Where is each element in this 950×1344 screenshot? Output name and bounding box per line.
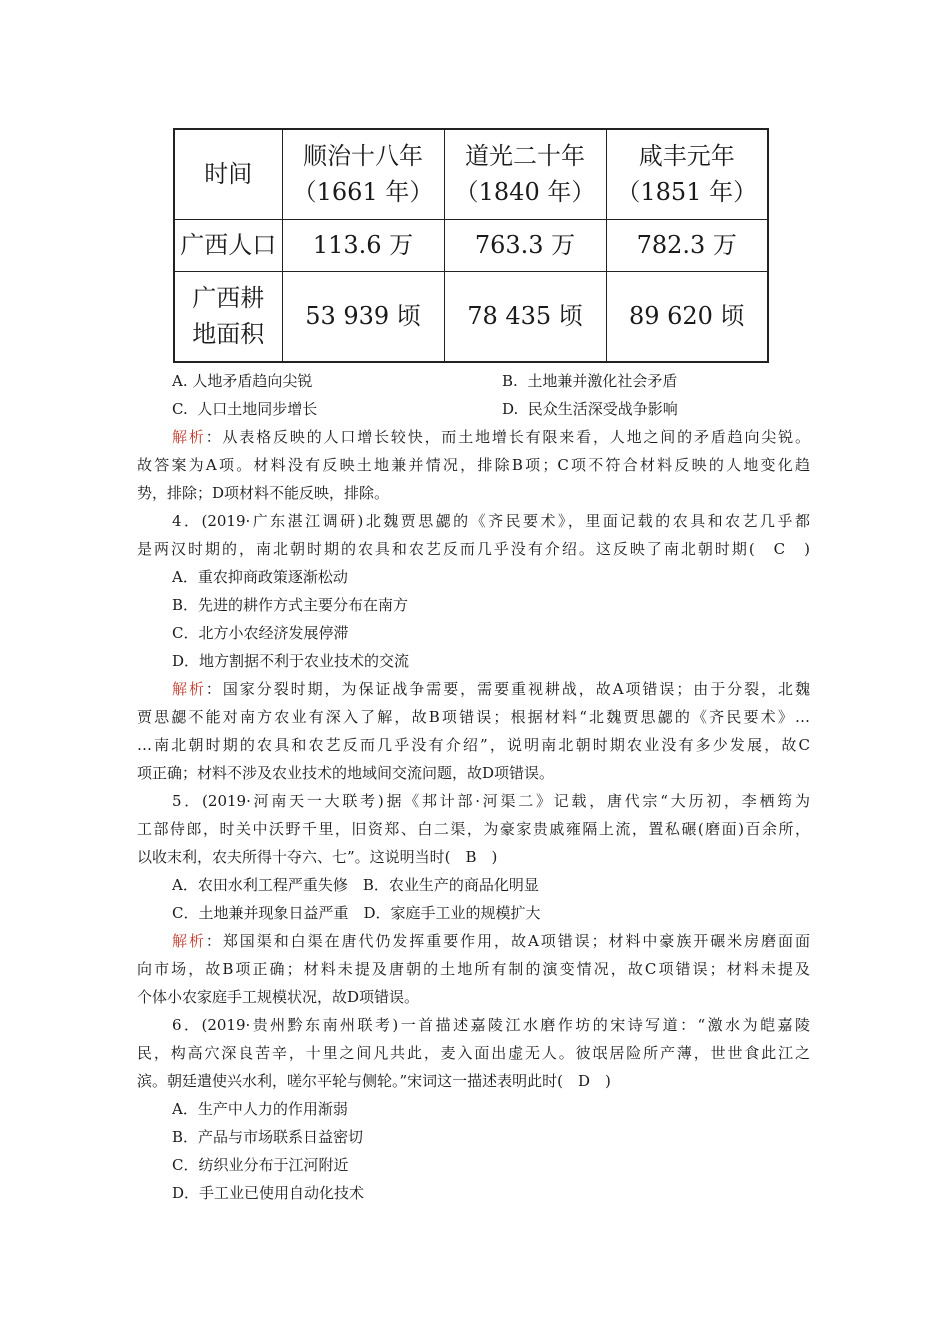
q5-explanation-line: 解析：郑国渠和白渠在唐代仍发挥重要作用，故A项错误；材料中豪族开碾米房磨面面 [172, 932, 810, 950]
explanation-label: 解析 [172, 428, 206, 446]
explanation-label: 解析 [172, 932, 206, 950]
q4-option: C．北方小农经济发展停滞 [172, 624, 349, 642]
explanation-label: 解析 [172, 680, 206, 698]
row-label-cell: 广西人口 [174, 219, 282, 271]
q6-option: C．纺织业分布于江河附近 [172, 1156, 349, 1174]
q3-option-a: A. 人地矛盾趋向尖锐 [172, 372, 313, 390]
table-header-cell: 顺治十八年 （1661 年） [282, 129, 444, 219]
q4-stem-line: 是两汉时期的，南北朝时期的农具和农艺反而几乎没有介绍。这反映了南北朝时期( C ) [137, 540, 810, 558]
q4-explanation-line: 项正确；材料不涉及农业技术的地域间交流问题，故D项错误。 [137, 764, 555, 782]
q6-stem-line: 民，构高穴深良苦辛，十里之间凡共此，麦入面出虚无人。彼氓居险所产薄，世世食此江之 [137, 1044, 810, 1062]
table-cell: 89 620 顷 [606, 271, 768, 362]
q6-option: D．手工业已使用自动化技术 [172, 1184, 365, 1202]
table-header-cell: 咸丰元年 （1851 年） [606, 129, 768, 219]
q5-stem-line: 以收末利，农夫所得十夺六、七”。这说明当时( B ) [137, 848, 498, 866]
population-land-table [173, 128, 769, 363]
table-cell: 113.6 万 [282, 219, 444, 271]
q5-stem-line: 工部侍郎，时关中沃野千里，旧资郑、白二渠，为豪家贵戚雍隔上流，置私碾(磨面)百余所， [137, 820, 810, 838]
table-header-cell: 时间 [174, 129, 282, 219]
q4-option: B．先进的耕作方式主要分布在南方 [172, 596, 409, 614]
q6-option: A．生产中人力的作用渐弱 [172, 1100, 348, 1118]
q3-option-c: C. 人口土地同步增长 [172, 400, 318, 418]
table-row [174, 219, 768, 271]
table-row [174, 271, 768, 362]
q3-option-d: D. 民众生活深受战争影响 [502, 400, 678, 418]
q6-stem-line: 6．(2019·贵州黔东南州联考)一首描述嘉陵江水磨作坊的宋诗写道：“激水为皑嘉陵 [172, 1016, 810, 1034]
q4-option: D．地方割据不利于农业技术的交流 [172, 652, 410, 670]
q6-option: B．产品与市场联系日益密切 [172, 1128, 364, 1146]
table-cell: 763.3 万 [444, 219, 606, 271]
table-cell: 53 939 顷 [282, 271, 444, 362]
q4-stem-line: 4．(2019·广东湛江调研)北魏贾思勰的《齐民要术》，里面记载的农具和农艺几乎都 [172, 512, 810, 530]
q5-stem-line: 5．(2019·河南天一大联考)据《邦计部·河渠二》记载，唐代宗“大历初，李栖筠为 [172, 792, 810, 810]
q3-explanation-line: 势，排除；D项材料不能反映，排除。 [137, 484, 390, 502]
q5-option: A．农田水利工程严重失修 B．农业生产的商品化明显 [172, 876, 539, 894]
q4-explanation-line: …南北朝时期的农具和农艺反而几乎没有介绍”，说明南北朝时期农业没有多少发展，故C [137, 736, 810, 754]
table-header-cell: 道光二十年 （1840 年） [444, 129, 606, 219]
row-label-cell: 广西耕 地面积 [174, 271, 282, 362]
q4-explanation-line: 贾思勰不能对南方农业有深入了解，故B项错误；根据材料“北魏贾思勰的《齐民要术》… [137, 708, 810, 726]
q3-option-b: B. 土地兼并激化社会矛盾 [502, 372, 678, 390]
q4-option: A．重农抑商政策逐渐松动 [172, 568, 348, 586]
q5-explanation-line: 个体小农家庭手工规模状况，故D项错误。 [137, 988, 420, 1006]
q6-stem-line: 滨。朝廷遣使兴水利，嗟尔平轮与侧轮。”宋词这一描述表明此时( D ) [137, 1072, 611, 1090]
q5-option: C．土地兼并现象日益严重 D．家庭手工业的规模扩大 [172, 904, 541, 922]
q5-explanation-line: 向市场，故B项正确；材料未提及唐朝的土地所有制的演变情况，故C项错误；材料未提及 [137, 960, 810, 978]
table-cell: 78 435 顷 [444, 271, 606, 362]
q3-explanation-line: 解析：从表格反映的人口增长较快，而土地增长有限来看，人地之间的矛盾趋向尖锐。 [172, 428, 810, 446]
table-cell: 782.3 万 [606, 219, 768, 271]
q3-explanation-line: 故答案为A项。材料没有反映土地兼并情况，排除B项；C项不符合材料反映的人地变化趋 [137, 456, 810, 474]
q4-explanation-line: 解析：国家分裂时期，为保证战争需要，需要重视耕战，故A项错误；由于分裂，北魏 [172, 680, 810, 698]
table-header-row [174, 129, 768, 219]
